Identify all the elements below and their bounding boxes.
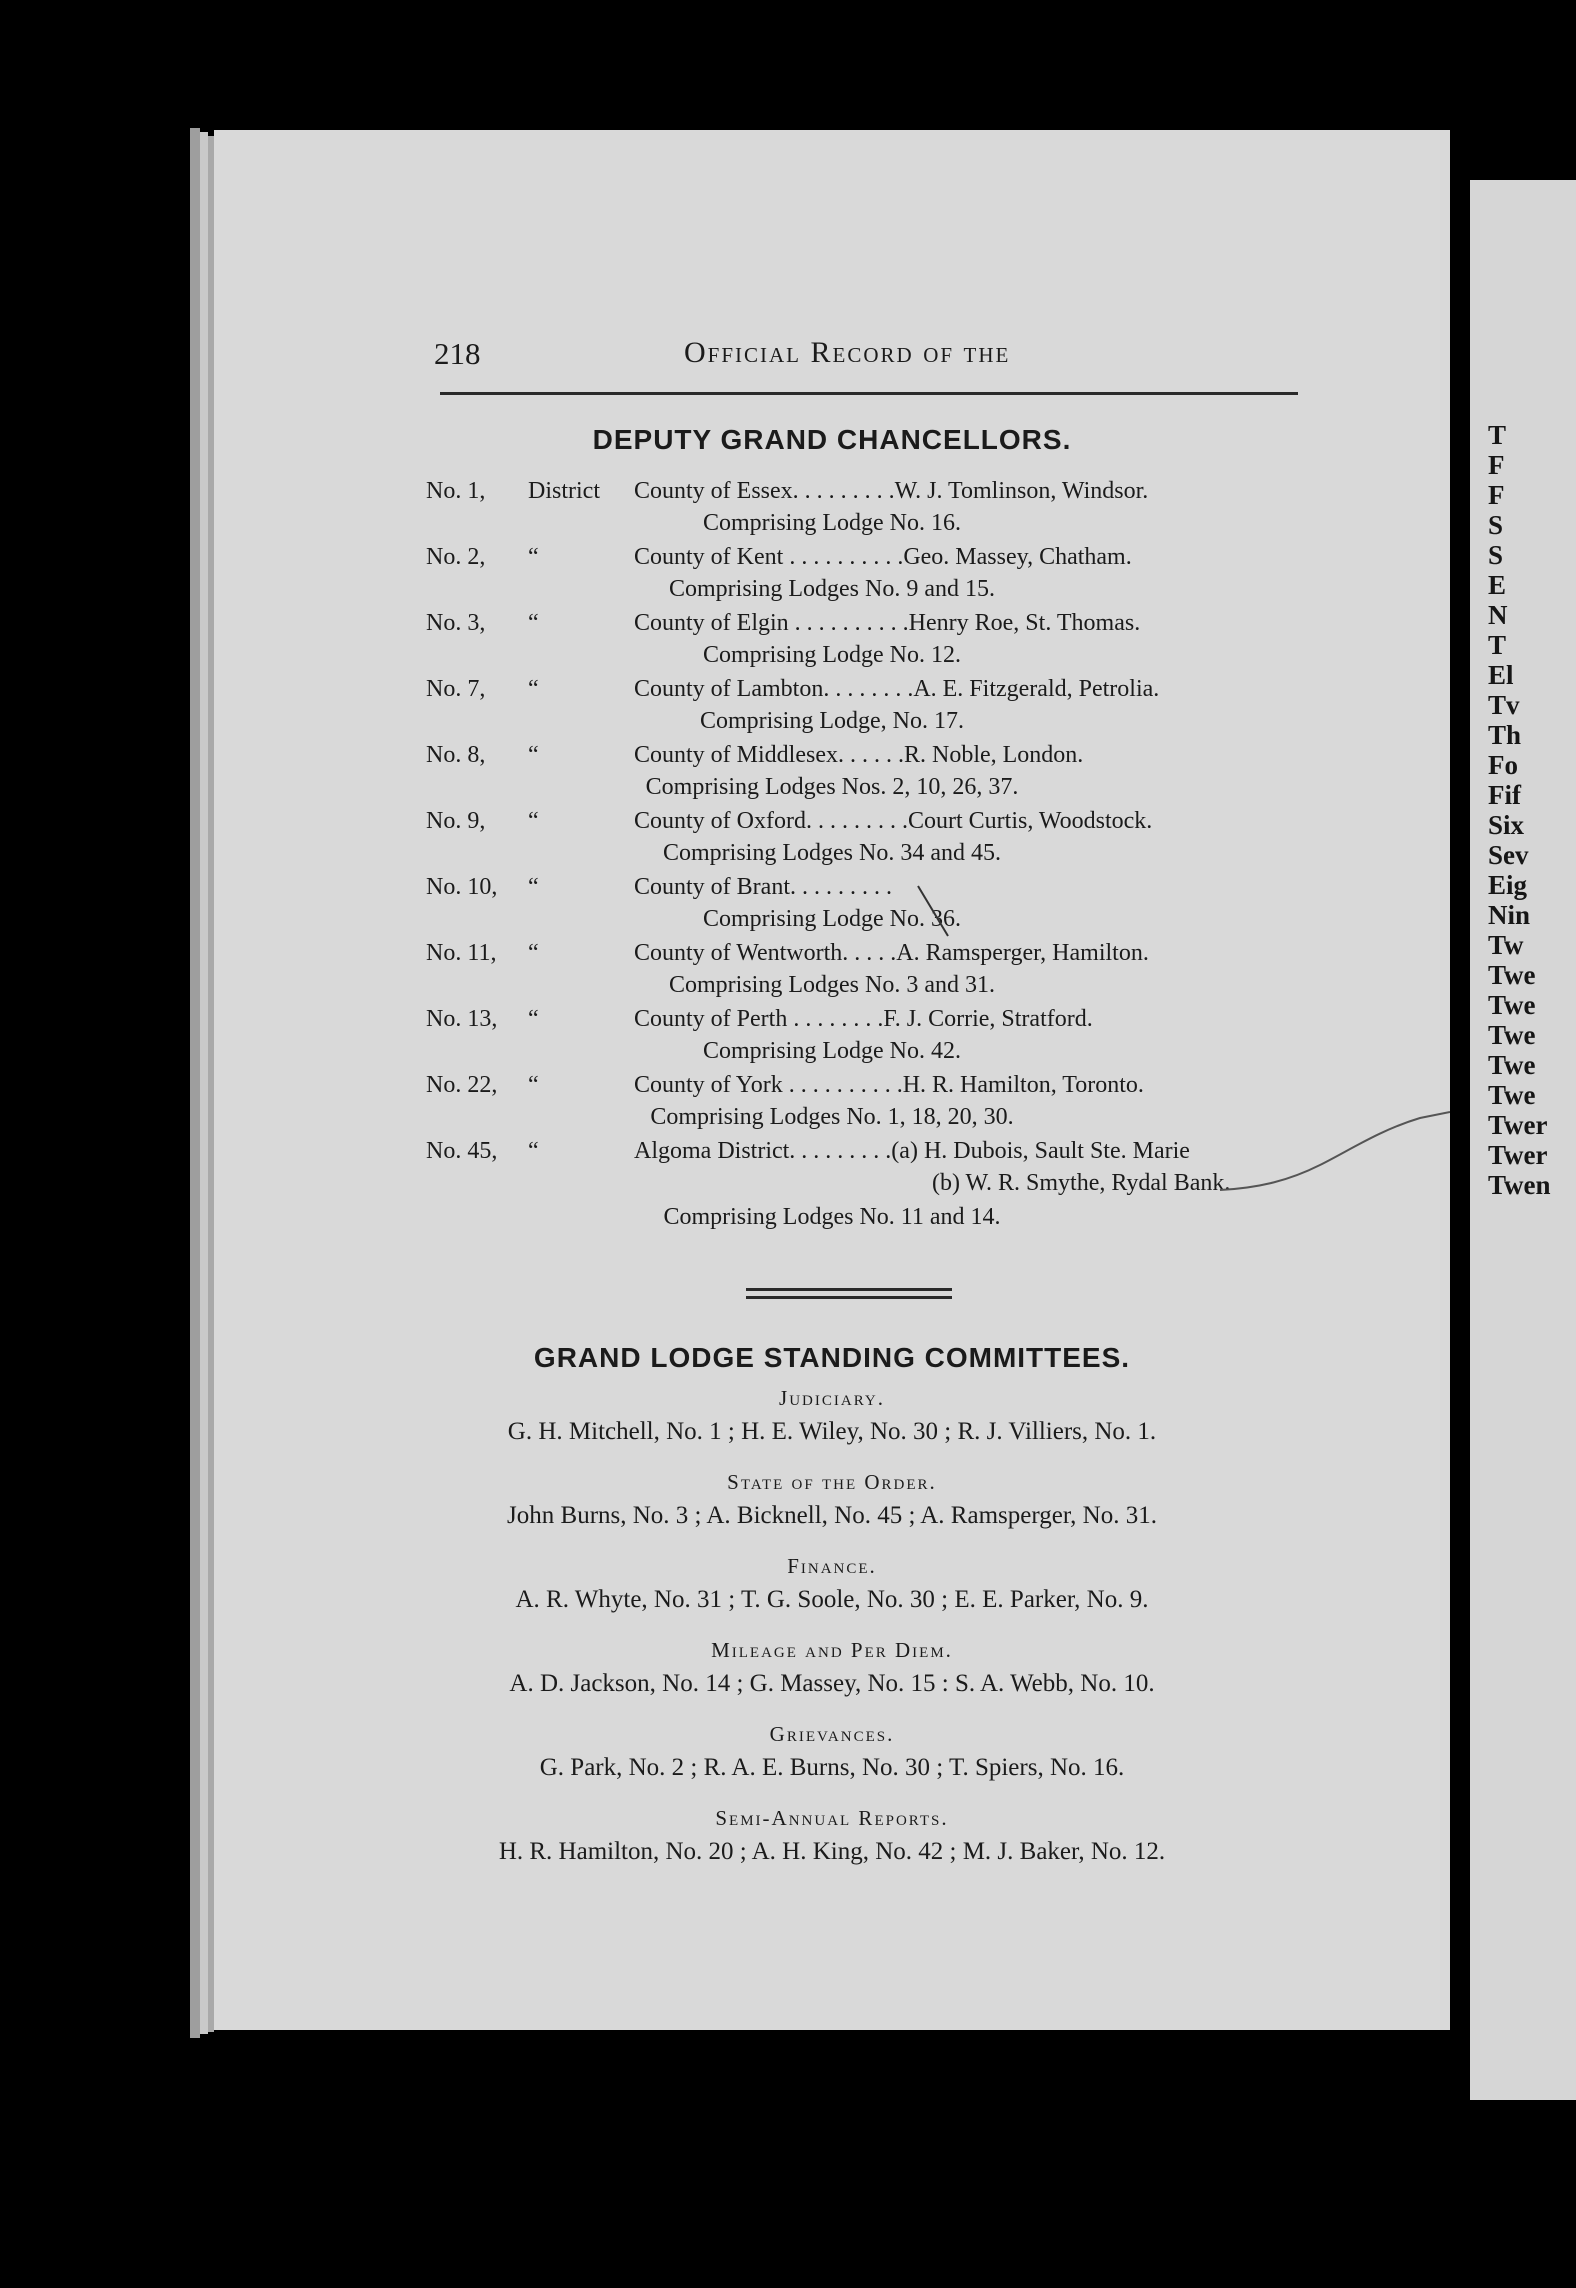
page-stack-edge bbox=[200, 132, 208, 2034]
county-line: County of Kent . . . . . . . . . .Geo. Massey, Chatham. bbox=[634, 544, 1132, 570]
facing-page-text: Fo bbox=[1488, 750, 1518, 780]
district-number: No. 45, bbox=[426, 1138, 498, 1164]
facing-page-text: Twe bbox=[1488, 1050, 1536, 1080]
district-label: “ bbox=[528, 808, 539, 834]
facing-page-text: F bbox=[1488, 450, 1505, 480]
lodges-line: Comprising Lodges No. 9 and 15. bbox=[669, 576, 995, 602]
lodges-line: Comprising Lodge, No. 17. bbox=[700, 708, 964, 734]
facing-page-text: Fif bbox=[1488, 780, 1521, 810]
district-number: No. 22, bbox=[426, 1072, 498, 1098]
committees-title: GRAND LODGE STANDING COMMITTEES. bbox=[533, 1342, 1131, 1373]
committee-members: John Burns, No. 3 ; A. Bicknell, No. 45 ; A. Ramsperger, No. 31. bbox=[507, 1502, 1157, 1529]
facing-page-text: Eig bbox=[1488, 870, 1528, 900]
county-line: County of Essex. . . . . . . . .W. J. Tomlinson, Windsor. bbox=[634, 478, 1149, 504]
county-line: County of Oxford. . . . . . . . .Court Curtis, Woodstock. bbox=[634, 808, 1153, 834]
county-line: County of Brant. . . . . . . . . bbox=[634, 874, 892, 900]
chancellor-entry bbox=[214, 940, 1450, 1006]
district-label: District bbox=[528, 478, 600, 504]
county-line: County of Wentworth. . . . .A. Ramsperger, Hamilton. bbox=[634, 940, 1149, 966]
district-number: No. 7, bbox=[426, 676, 486, 702]
facing-page-text: N bbox=[1488, 600, 1508, 630]
district-number: No. 10, bbox=[426, 874, 498, 900]
lodges-line: Comprising Lodges No. 1, 18, 20, 30. bbox=[650, 1104, 1014, 1130]
section-divider bbox=[746, 1288, 952, 1291]
district-number: No. 9, bbox=[426, 808, 486, 834]
facing-page-text: Twe bbox=[1488, 1080, 1536, 1110]
pen-stroke-mark bbox=[914, 882, 954, 942]
county-line: County of Lambton. . . . . . . .A. E. Fitzgerald, Petrolia. bbox=[634, 676, 1160, 702]
committee-members: G. H. Mitchell, No. 1 ; H. E. Wiley, No. 30 ; R. J. Villiers, No. 1. bbox=[507, 1418, 1157, 1445]
facing-page-text: Th bbox=[1488, 720, 1522, 750]
facing-page-fragment bbox=[1470, 180, 1576, 2100]
lodges-line: Comprising Lodges No. 34 and 45. bbox=[663, 840, 1001, 866]
district-number: No. 13, bbox=[426, 1006, 498, 1032]
district-label: “ bbox=[528, 940, 539, 966]
chancellor-entry bbox=[214, 478, 1450, 544]
chancellor-entry bbox=[214, 610, 1450, 676]
lodges-line: Comprising Lodge No. 16. bbox=[703, 510, 961, 536]
running-title: Official Record of the bbox=[684, 336, 1011, 369]
district-label: “ bbox=[528, 676, 539, 702]
district-number: No. 1, bbox=[426, 478, 486, 504]
county-line: County of Middlesex. . . . . .R. Noble, London. bbox=[634, 742, 1084, 768]
facing-page-text: Twe bbox=[1488, 960, 1536, 990]
chancellors-title: DEPUTY GRAND CHANCELLORS. bbox=[592, 424, 1072, 455]
facing-page-text: S bbox=[1488, 510, 1504, 540]
committee-heading: Finance. bbox=[787, 1554, 877, 1578]
chancellor-entry bbox=[214, 874, 1450, 940]
chancellor-entry bbox=[214, 742, 1450, 808]
chancellor-entry bbox=[214, 1006, 1450, 1072]
chancellor-entry bbox=[214, 676, 1450, 742]
facing-page-text: Nin bbox=[1488, 900, 1531, 930]
district-label: “ bbox=[528, 610, 539, 636]
hair-mark bbox=[1220, 1110, 1450, 1230]
section-divider bbox=[746, 1296, 952, 1299]
facing-page-text: Six bbox=[1488, 810, 1525, 840]
facing-page-text: Tv bbox=[1488, 690, 1520, 720]
chancellor-entry bbox=[214, 544, 1450, 610]
facing-page-text: Sev bbox=[1488, 840, 1529, 870]
county-line: County of Perth . . . . . . . .F. J. Corrie, Stratford. bbox=[634, 1006, 1093, 1032]
facing-page-text: F bbox=[1488, 480, 1505, 510]
page-number: 218 bbox=[434, 336, 481, 371]
district-label: “ bbox=[528, 1006, 539, 1032]
committee-heading: Judiciary. bbox=[779, 1386, 885, 1410]
district-number: No. 2, bbox=[426, 544, 486, 570]
district-label: “ bbox=[528, 1072, 539, 1098]
district-label: “ bbox=[528, 544, 539, 570]
lodges-line: Comprising Lodge No. 36. bbox=[703, 906, 961, 932]
facing-page-text: Twer bbox=[1488, 1140, 1548, 1170]
lodges-line: Comprising Lodges No. 3 and 31. bbox=[669, 972, 995, 998]
district-label: “ bbox=[528, 1138, 539, 1164]
committee-heading: Grievances. bbox=[769, 1722, 895, 1746]
facing-page-text: T bbox=[1488, 420, 1507, 450]
county-line: County of Elgin . . . . . . . . . .Henry Roe, St. Thomas. bbox=[634, 610, 1141, 636]
facing-page-text: Twer bbox=[1488, 1110, 1548, 1140]
district-label: “ bbox=[528, 742, 539, 768]
facing-page-text: T bbox=[1488, 630, 1507, 660]
book-page bbox=[214, 130, 1450, 2030]
facing-page-text: Twe bbox=[1488, 1020, 1536, 1050]
district-number: No. 3, bbox=[426, 610, 486, 636]
lodges-line: Comprising Lodge No. 42. bbox=[703, 1038, 961, 1064]
committee-members: H. R. Hamilton, No. 20 ; A. H. King, No. 42 ; M. J. Baker, No. 12. bbox=[498, 1838, 1166, 1865]
header-rule bbox=[440, 392, 1298, 395]
facing-page-text: Tw bbox=[1488, 930, 1524, 960]
algoma-lodges-line: Comprising Lodges No. 11 and 14. bbox=[663, 1204, 1001, 1230]
county-line: County of York . . . . . . . . . .H. R. Hamilton, Toronto. bbox=[634, 1072, 1144, 1098]
facing-page-text: E bbox=[1488, 570, 1507, 600]
facing-page-text: El bbox=[1488, 660, 1514, 690]
chancellor-entry bbox=[214, 808, 1450, 874]
district-number: No. 11, bbox=[426, 940, 497, 966]
committee-members: G. Park, No. 2 ; R. A. E. Burns, No. 30 ; T. Spiers, No. 16. bbox=[539, 1754, 1125, 1781]
district-number: No. 8, bbox=[426, 742, 486, 768]
county-line: Algoma District. . . . . . . . .(a) H. Dubois, Sault Ste. Marie bbox=[634, 1138, 1190, 1164]
lodges-line: Comprising Lodge No. 12. bbox=[703, 642, 961, 668]
committee-heading: Mileage and Per Diem. bbox=[711, 1638, 953, 1662]
facing-page-text: S bbox=[1488, 540, 1504, 570]
committee-heading: Semi-Annual Reports. bbox=[715, 1806, 949, 1830]
page-stack-edge bbox=[190, 128, 200, 2038]
facing-page-text: Twen bbox=[1488, 1170, 1551, 1200]
district-label: “ bbox=[528, 874, 539, 900]
facing-page-text: Twe bbox=[1488, 990, 1536, 1020]
committee-members: A. R. Whyte, No. 31 ; T. G. Soole, No. 30 ; E. E. Parker, No. 9. bbox=[515, 1586, 1149, 1613]
committee-members: A. D. Jackson, No. 14 ; G. Massey, No. 15 : S. A. Webb, No. 10. bbox=[509, 1670, 1155, 1697]
lodges-line: Comprising Lodges Nos. 2, 10, 26, 37. bbox=[645, 774, 1019, 800]
committee-heading: State of the Order. bbox=[727, 1470, 937, 1494]
algoma-second-chancellor: (b) W. R. Smythe, Rydal Bank. bbox=[932, 1170, 1231, 1196]
